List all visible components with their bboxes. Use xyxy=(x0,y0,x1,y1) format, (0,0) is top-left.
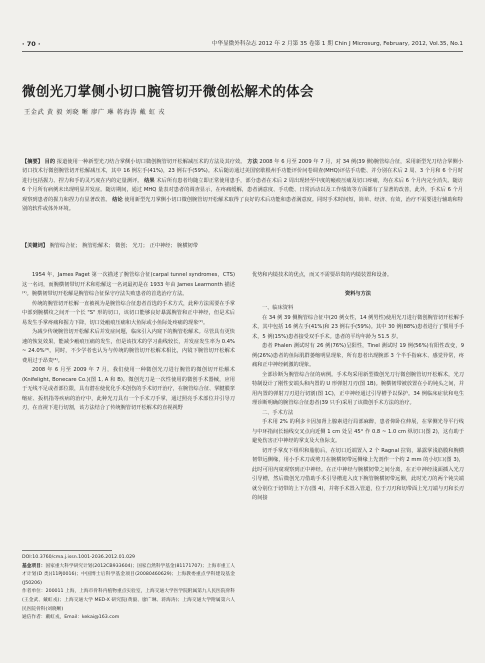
abstract-purpose-label: 目的 xyxy=(44,159,56,165)
abstract-method-label: 方法 xyxy=(247,159,258,165)
footnote-doi: DOI:10.3760/cma.j.issn.1001-2036.2012.01.029 xyxy=(22,555,136,560)
abstract-purpose: 报道使用一种新型光刀结合掌侧小切口微创腕管切开松解减压术的方法及其疗效。 xyxy=(56,159,246,165)
body-column-right xyxy=(252,271,464,504)
body-paragraph: 2008 年 6 月至 2009 年 7 月，我们使用一种微创光刀进行腕管的微创切开松解术(Knifelight, Bonecare Co.)(图 1, A 和 B)。微创光刀是一次性使用的微创手术器械，应用于无线不足或者部位限，具有潜在使优化手术创伤的手术切开治疗，在腕管综合征、掌腱膜挛缩症、扳机指等疾病的治疗中，此种光刀具有一个手术刀手掌，通过照亮手术部位并引导刀刃，在直视下进行切割，该方法结合了传统腕管切开松解术的直视视野 xyxy=(22,367,235,411)
abstract-conclusion-label: 结论 xyxy=(112,196,123,203)
footnote-fund xyxy=(22,563,235,589)
abstract-conclusion: 使用新型光刀掌侧小切口微创腕管切开松解术取得了良好的术后功能和患者满意度。同时手术时间短，简单、经济、有效，治疗不需要进行辅助和特别的软件或体外环境。 xyxy=(22,196,463,213)
footnote-affiliation: 作者单位：200011 上海，上海市骨科内植物重点实验室，上海交通大学医学院附属第九人民医院骨科(王金武、戴虹戎)；上海交通大学 MED-X 研究院(黄毅、廖广琳、蒋海涛)；上海交通大学附属第六人民医院骨科(刘晓晰) xyxy=(22,589,235,612)
abstract-result: 术后所有患者均随立即正常使用患手，部分患者在术后 2 周出现轻至中度的瘢痕压痛及切口疼痛，均在术后 6 个月内完全消失。随访 6 个月所有病例未出现明显并发症。随访期间，通过 MHQ 量表对患者的调查显示，在疼痛缓解，患者满意度、手功能、日常活动以及工作绩效等方面都有了显著的改善，此外，手术后 6 个月观察到患者的握力和捏力有显著改善。 xyxy=(22,177,463,203)
footnote xyxy=(22,554,235,623)
body-paragraph: 切开手掌皮下组织和脂肪后，在切口近端置入 2 个 Ragnal 拉钩，暴露掌浅筋膜和腕横韧带远侧缘，用小手术刀或剪刀在腕横韧带远侧缘上先剖作一个约 2 mm 的小切口(图 3)，此时可用内窥观察到正中神经。在正中神经与腕横韧带之间分离，在正中神经浅面插入光刀引导槽，然后微创光刀借助手术引导槽进入皮下腕管腕横韧带远侧，此时光刀的两个钝尖端就分别位于切带的上下方(图 4)，并将手术置入管道，位于刀刃和切带面上光刀端与刃和长刃的间接 xyxy=(252,447,464,501)
keywords xyxy=(22,242,463,251)
subsection-heading: 一、临床资料 xyxy=(262,305,294,311)
abstract-method: 2008 年 6 月至 2009 年 7 月，对 34 例(39 侧)腕管综合征，采用新型光刀结合掌侧小切口技术行微创腕管切开松解减压术，其中 16 例左手(41%)，23 例右手(59%)。术后随访通过美国密歇根州手功能评价问卷调查(MHQ)评估手功能、并分别在术后 2 周、3 个月和 6 个月时进行包括握力、捏力和手的灵巧度在内的定量测评。 xyxy=(22,159,463,184)
keywords-label: 【关键词】 xyxy=(22,243,48,249)
running-header xyxy=(22,38,463,50)
body-column-left xyxy=(22,271,235,414)
footnote-rule xyxy=(22,550,112,551)
abstract-label: 【摘要】 xyxy=(22,159,43,165)
abstract-result-label: 结果 xyxy=(144,177,155,184)
body-paragraph: 优势和内镜技术的优点，而又不需要昂贵的内镜装置和设备。 xyxy=(252,272,393,278)
header-rule xyxy=(22,51,463,52)
body-paragraph: 为减少传统腕管切开松解术后并发症问题，临床引入内窥下的腕管松解术。尽管具有更快速的恢复效果，能减少瘢痕压痛的发生，但是该技术的学习曲线较长，并发症发生率为 0.4% ~ 24.0%⁽³⁾。同时，不少学者也认为与传统的腕管切开松解术相比，内镜下腕管切开松解术费用过于昂贵⁽⁴⁾。 xyxy=(22,329,235,364)
subsection-heading: 二、手术方法 xyxy=(262,409,294,416)
body-paragraph: 手术用 2% 的利多卡因加肾上腺素进行局部麻醉，患者仰卧位伸展，在掌侧光导平行线与中环指间长轴线交叉点向近侧 1 cm 处呈 45° 作 0.8 ~ 1.0 cm 纵切口(图 2)，这有助于避免伤害正中神经的掌支及大鱼际支。 xyxy=(252,419,464,444)
section-heading: 资料与方法 xyxy=(345,290,371,297)
article-title: 微创光刀掌侧小切口腕管切开微创松解术的体会 xyxy=(22,84,314,100)
abstract xyxy=(22,158,463,215)
body-paragraph: 传统的腕管切开松解一直被视为是腕管综合征患者首选的手术方式，此种方法需要在手掌中部到腕横纹之间开一个长 "S" 形的切口，该切口能够良好暴露腕管和正中神经，但是术后易发生手掌疼痛和握力下降，切口处瘢痕压痛和大鱼际或小鱼际处疼痛的现象⁽²⁾。 xyxy=(22,300,235,326)
footnote-correspondence: 通信作者：戴虹戎，Email：kekai@163.com xyxy=(22,615,120,621)
body-paragraph: 全部诊断为腕管综合征的病例。手术均采用新型微创光刀行微创腕管切开松解术，光刀特制设计了刚性安端头和内置的 U 形弹射刀刃(图 1B)。腕横韧带被放置在小的钝头之间，并用内置的弹射刀刃进行切割(图 1C)，正中神经通过引导槽予以保护。34 例临床症状和电生理诊断明确的腕管综合征患者(39 只手)采用了该微创手术方法的治疗。 xyxy=(252,371,464,406)
footnote-fund-text: 国家重大科学研究计划(2012CB933604)；国家自然科学基金(81171707)；上海市重工人才计划(D 类)(11PJ0016)；中国博士后科学基金项目(20080460629)；上海教委重点学科建设基金(J50206) xyxy=(22,563,235,586)
keywords-text: 腕管综合征； 腕管松解术； 微创； 光刀； 正中神经； 腕横韧带 xyxy=(49,243,198,249)
page-number: · 70 · xyxy=(22,40,41,48)
body-paragraph: 患者 Phalen 测试时有 26 例(76%)呈阳性，Tinel 测试时 19 例(56%)有阳性改变，9 例(26%)患者的鱼际肌群萎缩明显现象，所有患者出现腕部 3 个半手指麻木、感觉异常，疼痛和正中神经刺激的现象。 xyxy=(252,343,464,368)
body-paragraph: 在 34 例 39 侧腕管综合征中(20 例女性，14 例男性)使用光刀进行微创腕管切开松解手术，其中包括 16 例左手(41%)和 23 例右手(59%)。其中 30 例(88%)患者进行了惯用手手术，5 例(15%)患者接受双手手术。患者的平均年龄为 51.5 岁。 xyxy=(252,314,464,340)
author-list: 王金武 黄 毅 刘晓 晰 廖广 琳 蒋海涛 戴 虹 戎 xyxy=(24,109,166,116)
footnote-fund-label: 基金项目： xyxy=(22,563,46,569)
journal-citation: 中华显微外科杂志 2012 年 2 月第 35 卷第 1 期 Chin J Microsurg, February, 2012, Vol.35, No.1 xyxy=(211,41,463,47)
body-paragraph: 1954 年，James Paget 第一次描述了腕管综合征(carpal tunnel syndromes，CTS)这一名词，而腕横韧带切开术和松解这一名词最初是在 1933 年由 James Learmonth 描述⁽¹⁾。腕横韧带切开松解是腕管综合征保守疗法失败患者的首选治疗方法。 xyxy=(22,272,235,297)
